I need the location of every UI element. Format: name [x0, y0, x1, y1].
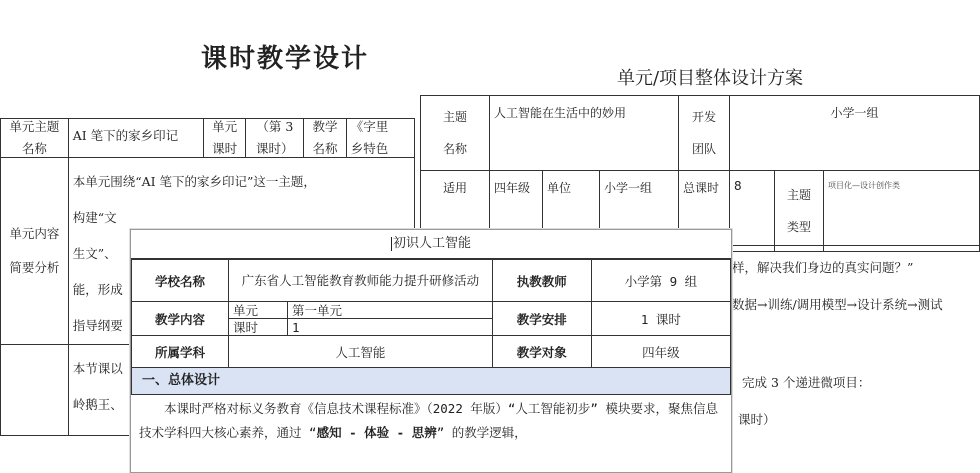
text-cursor	[391, 237, 392, 251]
doc3-paragraph: 本课时严格对标义务教育《信息技术课程标准》（2022 年版）“人工智能初步” 模块要求，聚焦信息技术学科四大核心素养，通过 “感知 - 体验 - 思辨” 的教学逻辑，	[139, 401, 718, 440]
doc3-unit-value: 第一单元	[288, 302, 493, 319]
doc2-title: 单元/项目整体设计方案	[616, 68, 804, 89]
doc2-applicable-value: 四年级	[490, 171, 543, 252]
doc3-title: 初识人工智能	[131, 230, 731, 259]
doc2-free-line1: 样，解决我们身边的真实问题？”	[732, 260, 914, 275]
doc2-label-dev-team: 开发 团队	[679, 96, 730, 171]
doc3-label-hours: 教学安排	[492, 302, 591, 336]
doc3-label-target: 教学对象	[492, 336, 591, 368]
doc2-row-divider	[730, 245, 980, 246]
doc3-document	[130, 229, 732, 473]
doc1-label-content-analysis: 单元内容 简要分析	[1, 158, 69, 345]
doc2-label-theme-name: 主题 名称	[421, 96, 490, 171]
doc2-theme-name-value: 人工智能在生活中的妙用	[490, 96, 679, 171]
doc3-lesson-value: 1	[288, 319, 493, 336]
doc1-content-analysis-text: 本单元围绕“AI 笔下的家乡印记”这一主题， 构建“文 生文”、 能，形成 指导纲要	[68, 158, 414, 345]
doc3-label-teacher: 执教教师	[492, 260, 591, 302]
doc3-info-table	[131, 259, 731, 368]
doc2-label-applicable: 适用	[421, 171, 490, 252]
doc2-free-line2: 数据→训练/调用模型→设计系统→测试	[732, 297, 943, 312]
doc1-label-teaching-name: 教学 名称	[304, 119, 346, 158]
doc3-subject-value: 人工智能	[229, 336, 493, 368]
doc1-teaching-name-value: 《字里 乡特色	[346, 119, 414, 158]
doc1-label-unit-theme: 单元主题 名称	[1, 119, 69, 158]
doc2-theme-type-value: 项目化—设计创作类	[824, 171, 980, 252]
doc2-free-line3: 完成 3 个递进微项目：	[742, 375, 871, 390]
doc2-dev-team-value: 小学一组	[730, 96, 980, 171]
doc3-target-value: 四年级	[591, 336, 730, 368]
doc1-unit-lesson-value: （第 3 课时）	[246, 119, 304, 158]
doc1-lesson-analysis-text: 本节课以 岭鹅王、	[68, 345, 414, 436]
doc3-label-content: 教学内容	[132, 302, 229, 336]
doc3-hours-value: 1 课时	[591, 302, 730, 336]
doc3-label-lesson: 课时	[229, 319, 288, 336]
doc2-free-line4: 课时）	[738, 412, 776, 427]
doc3-school-value: 广东省人工智能教育教师能力提升研修活动	[229, 260, 493, 302]
doc1-label-unit-lesson: 单元 课时	[203, 119, 245, 158]
doc3-label-unit: 单元	[229, 302, 288, 319]
doc1-title: 课时教学设计	[200, 44, 369, 74]
doc3-paragraph-emphasis: 感知 - 体验 - 思辨	[316, 425, 437, 440]
doc2-label-theme-type: 主题 类型	[775, 171, 824, 252]
doc2-total-hours-value: 8	[730, 171, 775, 252]
doc2-label-unit: 单位	[543, 171, 600, 252]
doc3-teacher-value: 小学第 9 组	[591, 260, 730, 302]
doc3-section-heading: 一、总体设计	[131, 368, 731, 395]
doc3-label-school: 学校名称	[132, 260, 229, 302]
doc2-label-total-hours: 总课时	[679, 171, 730, 252]
doc3-label-subject: 所属学科	[132, 336, 229, 368]
doc2-unit-value: 小学一组	[600, 171, 679, 252]
doc1-unit-theme-value: AI 笔下的家乡印记	[68, 119, 203, 158]
